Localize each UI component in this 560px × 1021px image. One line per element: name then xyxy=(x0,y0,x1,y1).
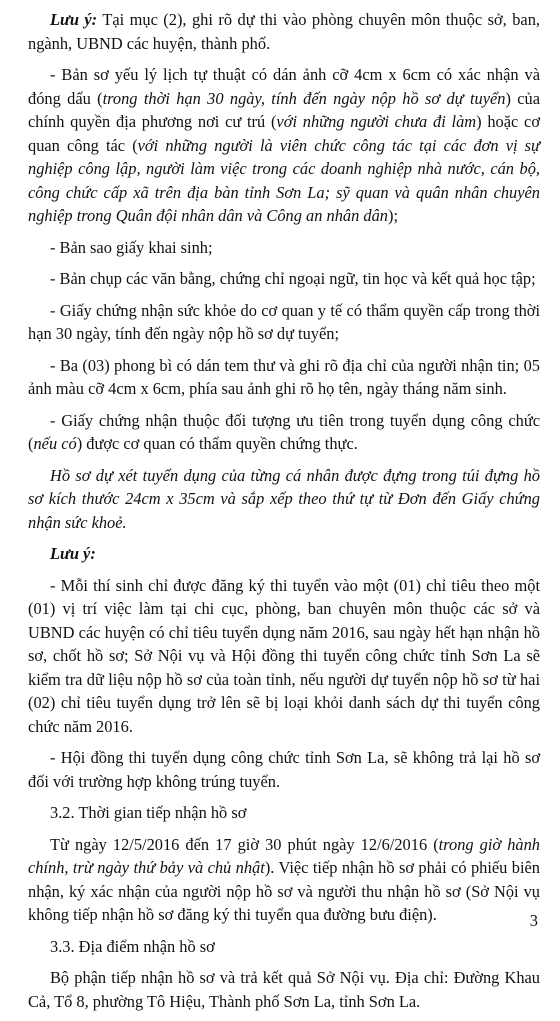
text-run: ). Việc tiếp nhận hồ sơ phải có phiếu biên nhận, ký xác nhận của người nộp hồ sơ và người thu nhận hồ sơ (Sở Nội vụ không tiếp nhận hồ sơ đăng ký thi tuyển qua đường bưu điện). xyxy=(28,858,540,924)
italic-run: trong thời hạn 30 ngày, tính đến ngày nộp hồ sơ dự tuyển xyxy=(102,88,506,108)
text-run: - Giấy chứng nhận thuộc đối tượng ưu tiên trong tuyển dụng công chức ( xyxy=(28,410,540,453)
text-run: ) hoặc cơ quan công tác ( xyxy=(28,112,540,155)
section-3-2-text xyxy=(28,833,540,927)
italic-run: với những người là viên chức công tác tại các đơn vị sự nghiệp công lập, người làm việc trong các doanh nghiệp nhà nước, cán bộ, công chức cấp xã trên địa bàn tỉnh Sơn La; sỹ quan và quân nhân chuyên nghiệp trong Quân đội nhân dân và Công an nhân dân xyxy=(28,135,540,225)
note-paragraph xyxy=(28,8,540,55)
italic-run: nếu có xyxy=(33,434,77,453)
document-page xyxy=(28,8,540,1021)
folder-note: Hồ sơ dự xét tuyển dụng của từng cá nhân được đựng trong túi đựng hồ sơ kích thước 24cm x 35cm và sắp xếp theo thứ tự từ Đơn đến Giấy chứng nhận sức khoẻ. xyxy=(28,465,540,532)
note-text: Tại mục (2), ghi rõ dự thi vào phòng chuyên môn thuộc sở, ban, ngành, UBND các huyện, thành phố. xyxy=(28,10,541,53)
item-resume xyxy=(28,63,540,228)
text-run: ) được cơ quan có thẩm quyền chứng thực. xyxy=(76,434,358,453)
text-run: ); xyxy=(387,206,398,225)
section-3-3-heading: 3.3. Địa điểm nhận hồ sơ xyxy=(50,936,215,956)
text-run: - Bản sơ yếu lý lịch tự thuật có dán ảnh cỡ 4cm x 6cm có xác nhận và đóng dấu ( xyxy=(28,65,540,108)
item-birth-certificate: - Bản sao giấy khai sinh; xyxy=(50,237,213,257)
note-label: Lưu ý: xyxy=(50,544,96,563)
item-diplomas: - Bản chụp các văn bằng, chứng chỉ ngoại ngữ, tin học và kết quả học tập; xyxy=(50,269,536,288)
section-3-3-text: Bộ phận tiếp nhận hồ sơ và trả kết quả Sở Nội vụ. Địa chỉ: Đường Khau Cả, Tổ 8, phường Tô Hiệu, Thành phố Sơn La, tỉnh Sơn La. xyxy=(28,968,540,1011)
text-run: ) của chính quyền địa phương nơi cư trú ( xyxy=(28,88,540,131)
text-run: Từ ngày 12/5/2016 đến 17 giờ 30 phút ngày 12/6/2016 ( xyxy=(50,834,439,854)
item-health-certificate: - Giấy chứng nhận sức khỏe do cơ quan y tế có thẩm quyền cấp trong thời hạn 30 ngày, tính đến ngày nộp hồ sơ dự tuyển; xyxy=(28,300,540,343)
italic-run: với những người chưa đi làm xyxy=(276,112,477,131)
note2-paragraph-2: - Hội đồng thi tuyển dụng công chức tỉnh Sơn La, sẽ không trả lại hồ sơ đối với trường hợp không trúng tuyển. xyxy=(28,748,540,791)
item-priority-certificate xyxy=(28,409,540,456)
note2-paragraph-1: - Mỗi thí sinh chỉ được đăng ký thi tuyển vào một (01) chỉ tiêu theo một (01) vị trí việc làm tại chi cục, phòng, ban chuyên môn thuộc các sở và UBND các huyện có chỉ tiêu tuyển dụng năm 2016, sau ngày hết hạn nhận hồ sơ, chốt hồ sơ; Sở Nội vụ và Hội đồng thi tuyển công chức tỉnh Sơn La sẽ kiểm tra dữ liệu nộp hồ sơ của toàn tỉnh, nếu người dự tuyển nộp hồ sơ từ hai (02) chỉ tiêu tuyển dụng trở lên sẽ bị loại khỏi danh sách dự thi tuyển công chức năm 2016. xyxy=(28,575,540,736)
note-label: Lưu ý: xyxy=(50,10,98,29)
italic-run: trong giờ hành chính, trừ ngày thứ bảy và chủ nhật xyxy=(28,834,540,877)
note2-label-line xyxy=(28,542,540,566)
item-envelopes-photos: - Ba (03) phong bì có dán tem thư và ghi rõ địa chỉ của người nhận tin; 05 ảnh màu cỡ 4cm x 6cm, phía sau ảnh ghi rõ họ tên, ngày tháng năm sinh. xyxy=(28,355,540,398)
section-3-2-heading: 3.2. Thời gian tiếp nhận hồ sơ xyxy=(50,803,247,822)
page-number: 3 xyxy=(529,910,538,930)
